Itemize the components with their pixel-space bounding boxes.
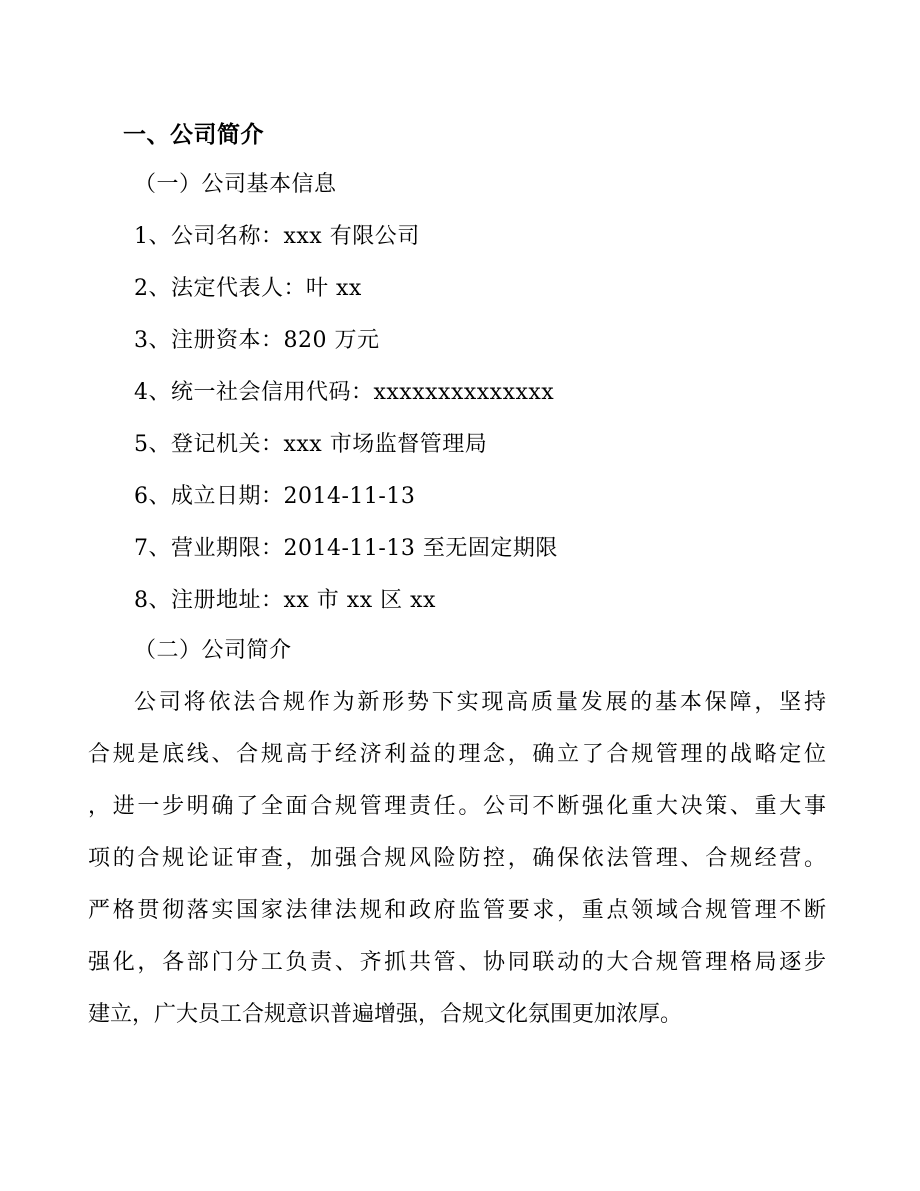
subsection-heading-intro: （二）公司简介 (134, 638, 292, 663)
intro-line: 建立，广大员工合规意识普遍增强，合规文化氛围更加浓厚。 (88, 1002, 683, 1027)
info-item-registered-address: 8、注册地址：xx 市 xx 区 xx (134, 588, 436, 613)
intro-line: 合规是底线、合规高于经济利益的理念，确立了合规管理的战略定位 (88, 742, 826, 767)
intro-line: 项的合规论证审查，加强合规风险防控，确保依法管理、合规经营。 (88, 846, 826, 871)
info-item-company-name: 1、公司名称：xxx 有限公司 (134, 224, 420, 249)
info-item-establishment-date: 6、成立日期：2014-11-13 (134, 484, 416, 509)
intro-line: ，进一步明确了全面合规管理责任。公司不断强化重大决策、重大事 (88, 794, 826, 819)
info-item-business-term: 7、营业期限：2014-11-13 至无固定期限 (134, 536, 558, 561)
intro-line: 严格贯彻落实国家法律法规和政府监管要求，重点领域合规管理不断 (88, 898, 826, 923)
info-item-legal-representative: 2、法定代表人：叶 xx (134, 276, 362, 301)
section-title: 一、公司简介 (123, 122, 264, 148)
intro-line: 公司将依法合规作为新形势下实现高质量发展的基本保障，坚持 (134, 690, 826, 715)
info-item-registration-authority: 5、登记机关：xxx 市场监督管理局 (134, 432, 488, 457)
info-item-credit-code: 4、统一社会信用代码：xxxxxxxxxxxxxx (134, 380, 555, 405)
info-item-registered-capital: 3、注册资本：820 万元 (134, 328, 380, 353)
intro-line: 强化，各部门分工负责、齐抓共管、协同联动的大合规管理格局逐步 (88, 950, 826, 975)
subsection-heading-basic-info: （一）公司基本信息 (134, 172, 337, 197)
